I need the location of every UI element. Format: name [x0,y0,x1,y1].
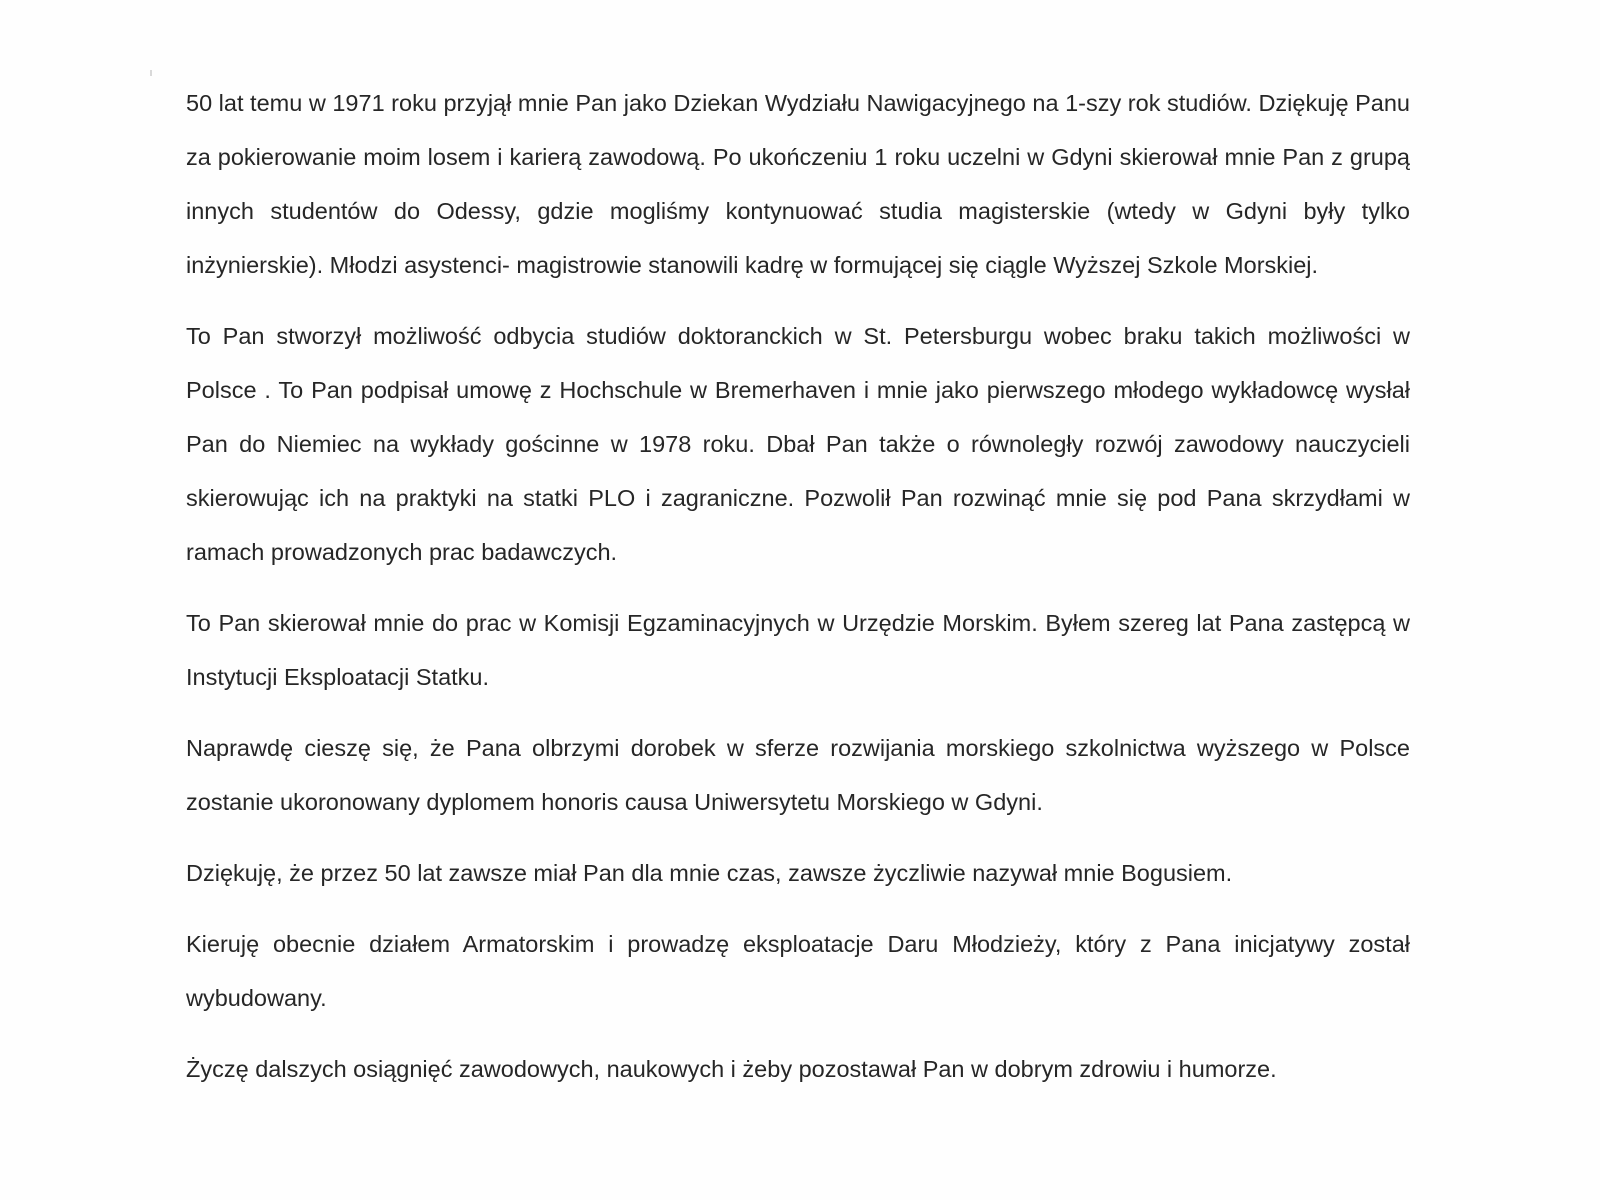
paragraph-examination-commission: To Pan skierował mnie do prac w Komisji Egzaminacyjnych w Urzędzie Morskim. Byłem szereg lat Pana zastępcą w Instytucji Eksploatacji Statku. [186,610,1410,690]
paragraph-studies-history: 50 lat temu w 1971 roku przyjął mnie Pan jako Dziekan Wydziału Nawigacyjnego na 1-szy rok studiów. Dziękuję Panu za pokierowanie moim losem i karierą zawodową. Po ukończeniu 1 roku uczelni w Gdyni skierował mnie Pan z grupą innych studentów do Odessy, gdzie mogliśmy kontynuować studia magisterskie (wtedy w Gdyni były tylko inżynierskie). Młodzi asystenci- magistrowie stanowili kadrę w formującej się ciągle Wyższej Szkole Morskiej. [186,90,1410,278]
letter-body [186,76,1410,1096]
paragraph-honoris-causa: Naprawdę cieszę się, że Pana olbrzymi dorobek w sferze rozwijania morskiego szkolnictwa wyższego w Polsce zostanie ukoronowany dyplomem honoris causa Uniwersytetu Morskiego w Gdyni. [186,735,1410,815]
paragraph-thanks: Dziękuję, że przez 50 lat zawsze miał Pan dla mnie czas, zawsze życzliwie nazywał mnie Bogusiem. [186,860,1233,886]
paragraph-doctoral-opportunities: To Pan stworzył możliwość odbycia studiów doktoranckich w St. Petersburgu wobec braku takich możliwości w Polsce . To Pan podpisał umowę z Hochschule w Bremerhaven i mnie jako pierwszego młodego wykładowcę wysłał Pan do Niemiec na wykłady gościnne w 1978 roku. Dbał Pan także o równoległy rozwój zawodowy nauczycieli skierowując ich na praktyki na statki PLO i zagraniczne. Pozwolił Pan rozwinąć mnie się pod Pana skrzydłami w ramach prowadzonych prac badawczych. [186,323,1410,565]
paragraph-dar-mlodziezy: Kieruję obecnie działem Armatorskim i prowadzę eksploatacje Daru Młodzieży, który z Pana inicjatywy został wybudowany. [186,931,1410,1011]
scan-speck [150,70,152,76]
paragraph-wishes: Życzę dalszych osiągnięć zawodowych, naukowych i żeby pozostawał Pan w dobrym zdrowiu i humorze. [186,1056,1277,1082]
